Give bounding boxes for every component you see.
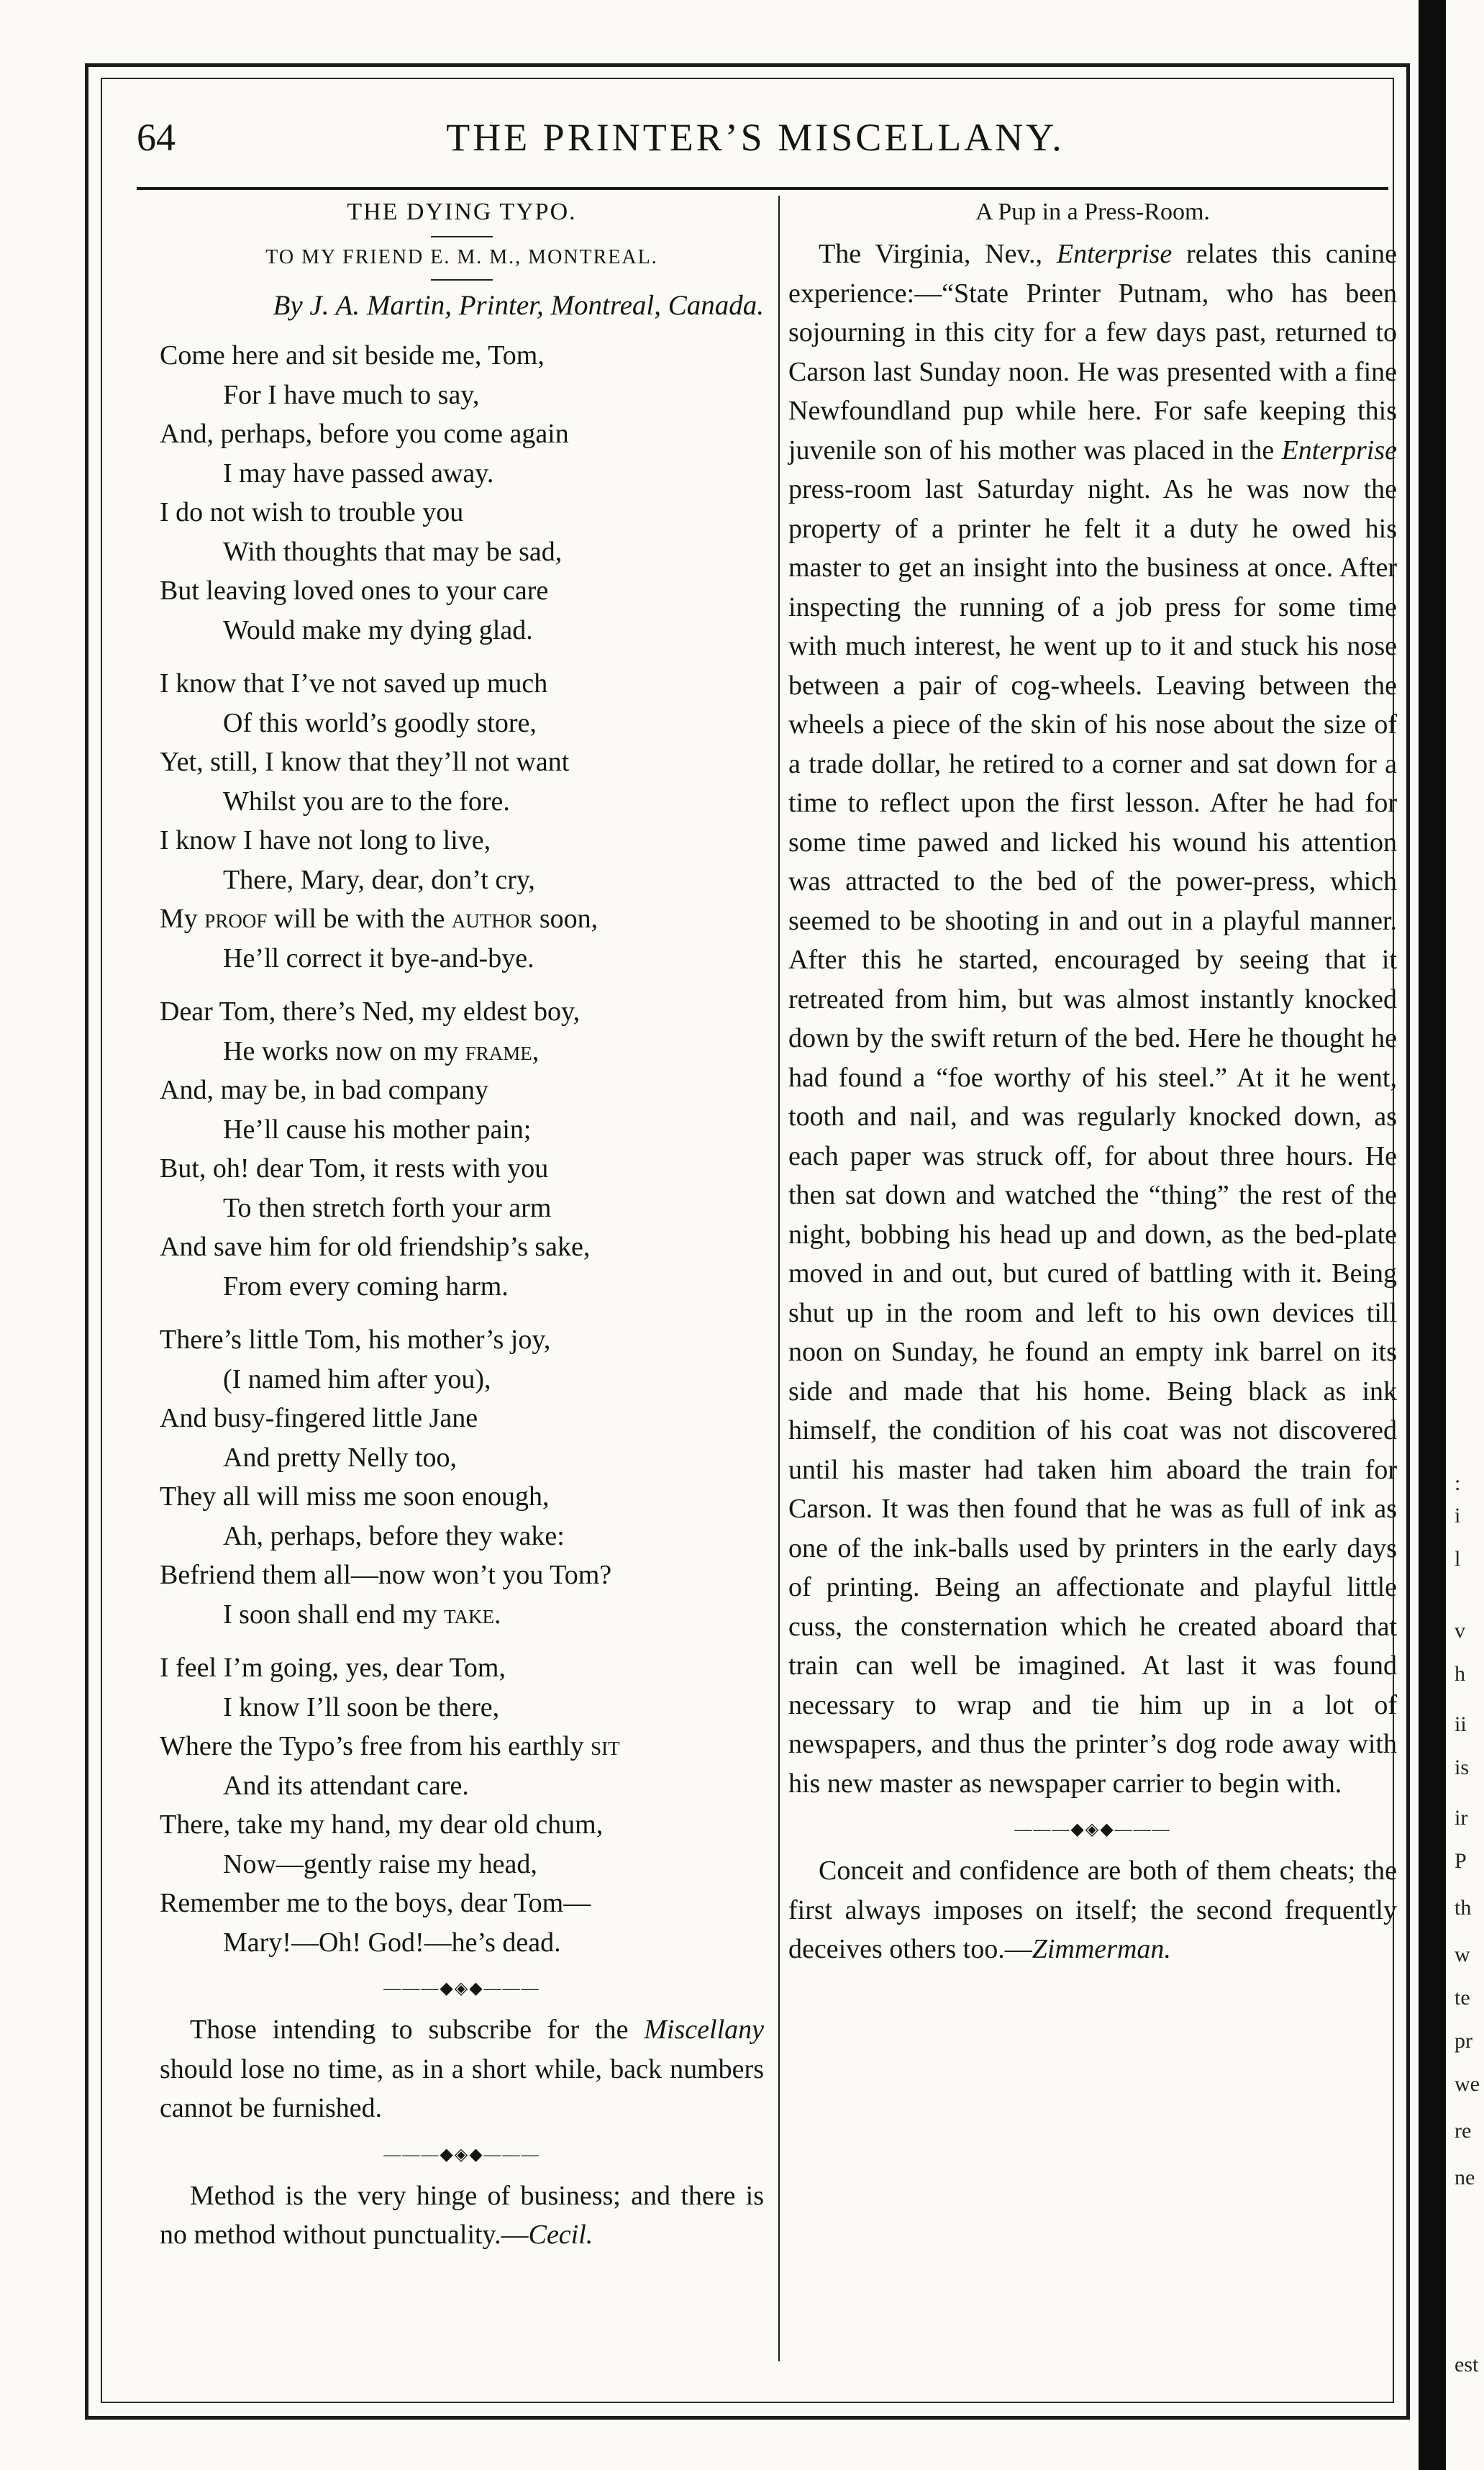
poem-stanza [160, 992, 764, 1306]
right-column [788, 196, 1397, 1969]
poem-line: And pretty Nelly too, [223, 1442, 458, 1473]
poem-stanza [160, 1320, 764, 1634]
poem-line: I know that I’ve not saved up much [160, 668, 548, 699]
edge-fragment: i [1455, 1504, 1461, 1527]
poem-line: And, may be, in bad company [160, 1075, 488, 1105]
poem-stanza [160, 1648, 764, 1962]
poem-line: He’ll cause his mother pain; [223, 1114, 532, 1145]
column-divider [778, 196, 780, 2361]
poem-body [160, 336, 764, 1962]
edge-fragment: th [1455, 1896, 1472, 1920]
poem-title: THE DYING TYPO. [347, 199, 577, 225]
poem-line: But, oh! dear Tom, it rests with you [160, 1153, 549, 1184]
poem-line: Dear Tom, there’s Ned, my eldest boy, [160, 996, 581, 1027]
poem-line: There, take my hand, my dear old chum, [160, 1810, 604, 1840]
edge-fragment: l [1455, 1547, 1461, 1571]
quote-text: Conceit and confidence are both of them cheats; the first always imposes on itself; the second frequently deceives others too.—Zimmerman. [788, 1856, 1397, 1964]
edge-fragment: re [1455, 2119, 1472, 2143]
article-title: A Pup in a Press-Room. [975, 199, 1210, 225]
edge-fragment: h [1455, 1662, 1465, 1686]
journal-title: THE PRINTER’S MISCELLANY. [446, 116, 1065, 159]
edge-fragment: ir [1455, 1806, 1468, 1830]
ornament-divider: ———◆◈◆——— [383, 2145, 540, 2164]
poem-line: Mary!—Oh! God!—he’s dead. [223, 1927, 561, 1958]
poem-line: My proof will be with the author soon, [160, 904, 598, 934]
edge-fragment: te [1455, 1986, 1470, 2010]
poem-line: Of this world’s goodly store, [223, 707, 537, 738]
poem-line: There, Mary, dear, don’t cry, [223, 864, 535, 895]
poem-line: He’ll correct it bye-and-bye. [223, 943, 534, 973]
ornament-divider: ———◆◈◆——— [1014, 1820, 1171, 1839]
poem-line: Where the Typo’s free from his earthly sit [160, 1731, 620, 1761]
edge-fragment: v [1455, 1619, 1465, 1643]
poem-line: Yet, still, I know that they’ll not want [160, 747, 570, 777]
poem-stanza [160, 664, 764, 978]
poem-byline: By J. A. Martin, Printer, Montreal, Canada. [273, 290, 764, 321]
ornament-divider: ———◆◈◆——— [383, 1979, 540, 1998]
poem-line: And save him for old friendship’s sake, [160, 1232, 591, 1262]
poem-line: Remember me to the boys, dear Tom— [160, 1888, 591, 1918]
poem-line: With thoughts that may be sad, [223, 536, 563, 567]
poem-line: I may have passed away. [223, 458, 494, 489]
header-rule [137, 187, 1388, 190]
edge-fragment: P [1455, 1849, 1467, 1873]
poem-line: And, perhaps, before you come again [160, 419, 569, 449]
left-column [160, 196, 764, 2255]
binding-shadow [1419, 0, 1446, 2470]
poem-line: Ah, perhaps, before they wake: [223, 1520, 565, 1551]
poem-line: I know I have not long to live, [160, 825, 491, 855]
poem-line: Befriend them all—now won’t you Tom? [160, 1560, 612, 1590]
poem-stanza [160, 336, 764, 650]
edge-fragment: est [1455, 2353, 1479, 2376]
poem-line: He works now on my frame, [223, 1035, 540, 1066]
page-header [129, 108, 1381, 180]
poem-line: There’s little Tom, his mother’s joy, [160, 1325, 551, 1355]
poem-line: From every coming harm. [223, 1271, 509, 1302]
poem-line: For I have much to say, [223, 379, 480, 410]
edge-fragment: ii [1455, 1712, 1467, 1736]
dedication-rule [431, 279, 493, 281]
poem-line: And its attendant care. [223, 1770, 469, 1801]
edge-fragment: w [1455, 1943, 1470, 1966]
article-body: The Virginia, Nev., Enterprise relates this canine experience:—“State Printer Putnam, who has been sojourning in this city for a few days past, returned to Carson last Sunday noon. He was presented with a fine Newfoundland pup while here. For safe keeping this juvenile son of his mother was placed in the Enterprise press-room last Saturday night. As he was now the property of a printer he felt it a duty he owed his master to get an insight into the business at once. After inspecting the running of a job press for some time with much interest, he went up to it and stuck his nose between a pair of cog-wheels. Leaving between the wheels a piece of the skin of his nose about the size of a trade dollar, he retired to a corner and sat down for a time to reflect upon the first lesson. After he had for some time pawed and licked his wound his attention was attracted to the bed of the power-press, which seemed to be shooting in and out in a playful manner. After this he started, encouraged by seeing that it retreated from him, but was almost instantly knocked down by the swift return of the bed. Here he thought he had found a “foe worthy of his steel.” At it he went, tooth and nail, and was regularly knocked down, as each paper was struck off, for about three hours. He then sat down and watched the “thing” the rest of the night, bobbing his head up and down, as the bed-plate moved in and out, but cured of battling with it. Being shut up in the room and left to his own devices till noon on Sunday, he found an empty ink barrel on its side and made that his home. Being black as ink himself, the condition of his coat was not discovered until his master had taken him aboard the train for Carson. It was then found that he was as full of ink as one of the ink-balls used by printers in the early days of printing. Being an affectionate and playful little cuss, the consternation which he created aboard that train can well be imagined. At last it was found necessary to wrap and tie him up in a lot of newspapers, and thus the printer’s dog rode away with his new master as newspaper carrier to begin with. [788, 239, 1397, 1799]
poem-line: Now—gently raise my head, [223, 1848, 537, 1879]
page-number: 64 [137, 116, 176, 159]
edge-fragment: is [1455, 1756, 1470, 1779]
poem-line: Whilst you are to the fore. [223, 786, 510, 817]
poem-dedication: TO MY FRIEND E. M. M., MONTREAL. [265, 246, 658, 268]
poem-line: To then stretch forth your arm [223, 1192, 552, 1223]
poem-line: But leaving loved ones to your care [160, 576, 549, 606]
subscribe-notice: Those intending to subscribe for the Miscellany should lose no time, as in a short while, back numbers cannot be furnished. [160, 2015, 764, 2123]
poem-line: Come here and sit beside me, Tom, [160, 340, 545, 371]
poem-line: Would make my dying glad. [223, 614, 533, 645]
edge-fragment: pr [1455, 2029, 1472, 2053]
edge-fragment: we [1455, 2072, 1480, 2096]
poem-line: I do not wish to trouble you [160, 497, 464, 527]
title-rule [431, 236, 493, 237]
poem-line: They all will miss me soon enough, [160, 1481, 550, 1512]
edge-fragment: : [1455, 1471, 1461, 1495]
edge-fragment: ne [1455, 2166, 1475, 2189]
poem-line: I know I’ll soon be there, [223, 1692, 500, 1722]
poem-line: I feel I’m going, yes, dear Tom, [160, 1653, 506, 1683]
poem-line: I soon shall end my take. [223, 1599, 501, 1630]
poem-line: And busy-fingered little Jane [160, 1403, 478, 1433]
poem-line: (I named him after you), [223, 1363, 491, 1394]
method-notice: Method is the very hinge of business; and there is no method without punctuality.—Cecil. [160, 2180, 764, 2250]
